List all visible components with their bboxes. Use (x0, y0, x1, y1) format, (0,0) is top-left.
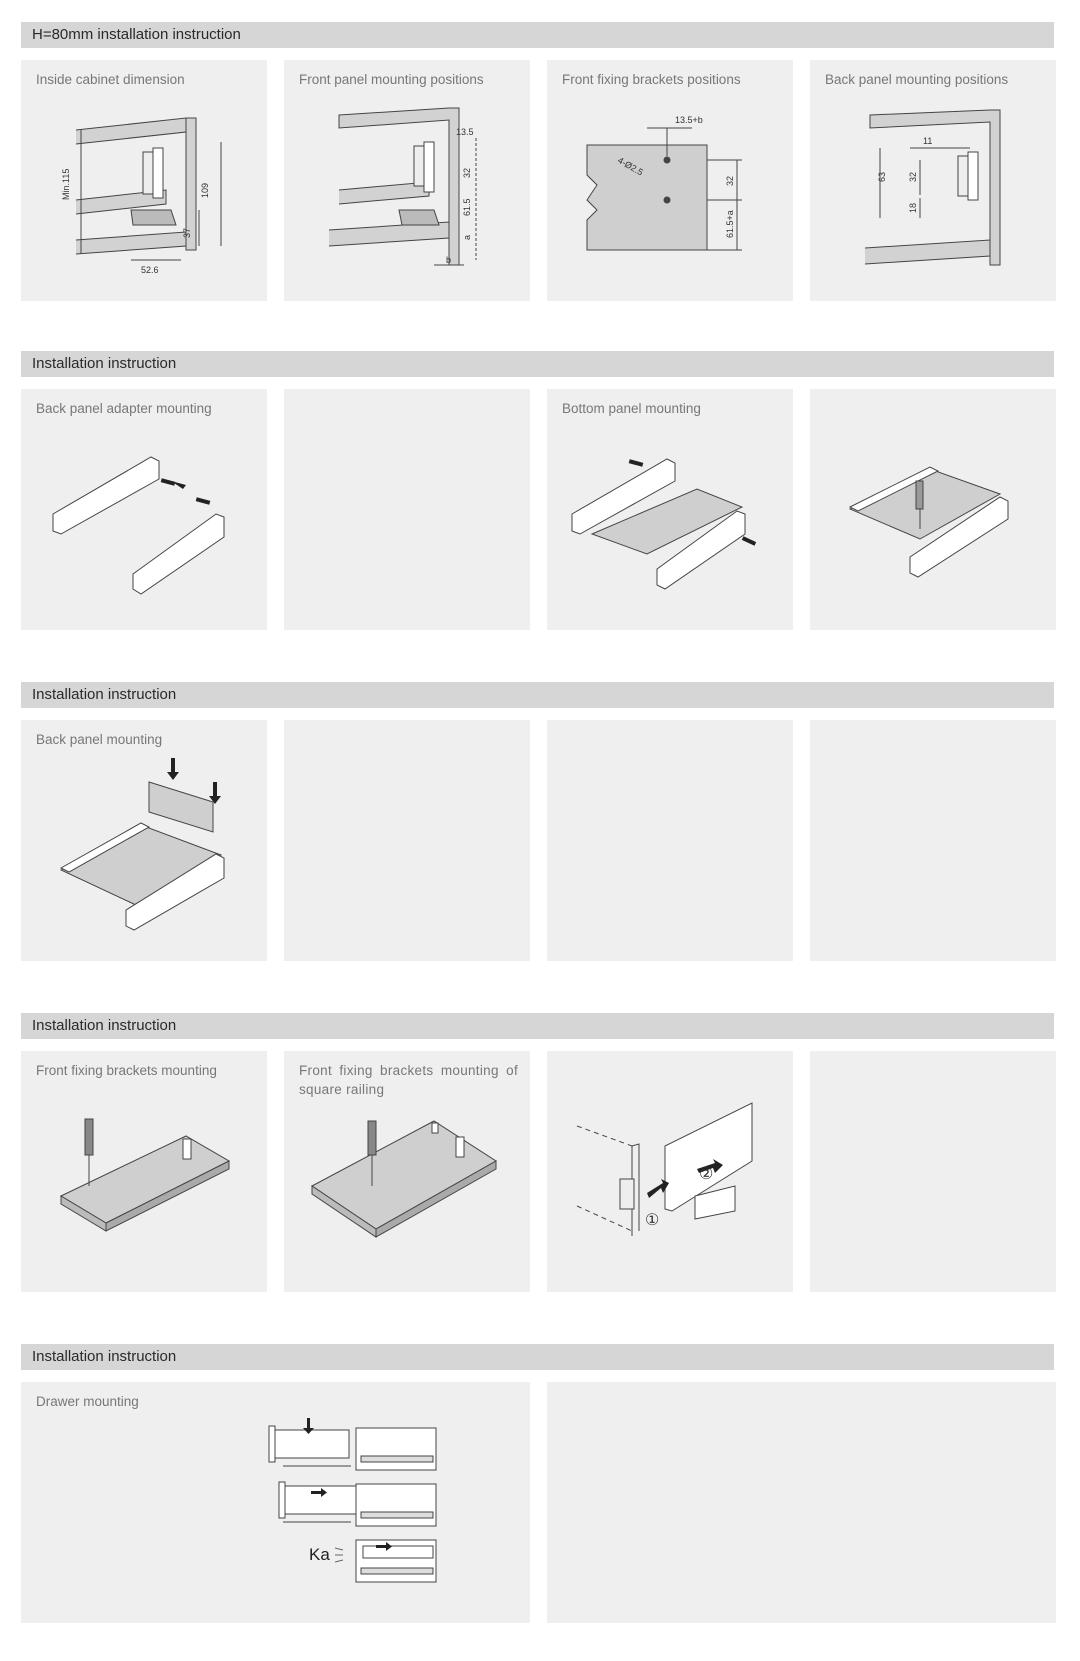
dim-109: 109 (200, 182, 210, 198)
card-back-panel-mounting (21, 720, 267, 961)
card-empty (547, 720, 793, 961)
card-title: Back panel mounting (36, 732, 163, 747)
back-panel-positions-diagram (810, 60, 1056, 301)
card-title: Back panel adapter mounting (36, 401, 212, 416)
bottom-panel-screw-illustration (810, 389, 1056, 630)
arrow-icon (629, 459, 644, 466)
section-installation-2 (21, 682, 1054, 747)
card-bottom-panel-screw (810, 389, 1056, 630)
card-empty (810, 720, 1056, 961)
dim-32: 32 (462, 167, 472, 178)
dim-13-5: 13.5 (456, 127, 474, 137)
card-back-panel-adapter-mounting (21, 389, 267, 630)
card-front-fixing-brackets-mounting (21, 1051, 267, 1292)
card-title: Front fixing brackets mounting (36, 1063, 217, 1078)
section-header: Installation instruction (21, 1344, 1054, 1370)
card-title: Drawer mounting (36, 1394, 139, 1409)
section-header: H=80mm installation instruction (21, 22, 1054, 48)
dim-32: 32 (908, 171, 918, 182)
section-installation-4 (21, 1344, 1054, 1564)
step-two-label: ② (699, 1166, 714, 1183)
dim-61-5-a: 61.5+a (725, 210, 735, 238)
dim-13-5-b: 13.5+b (675, 115, 703, 125)
section-header: Installation instruction (21, 1013, 1054, 1039)
front-fixing-positions-diagram (547, 60, 793, 301)
arrow-down-icon (171, 758, 175, 772)
dim-a: a (462, 234, 472, 240)
bottom-panel-illustration (547, 389, 793, 630)
card-front-fixing-brackets-square-railing (284, 1051, 530, 1292)
card-empty (284, 389, 530, 630)
arrow-right-icon (376, 1545, 386, 1548)
dim-18: 18 (908, 202, 918, 213)
step-one-label: ① (645, 1212, 660, 1229)
card-front-panel-mounting-positions (284, 60, 530, 301)
arrow-icon (161, 478, 176, 485)
dim-32: 32 (725, 175, 735, 186)
card-front-fixing-brackets-positions (547, 60, 793, 301)
dim-b: b (446, 255, 452, 265)
square-railing-illustration (284, 1051, 530, 1292)
card-railing-assembly (547, 1051, 793, 1292)
adapter-mounting-illustration (21, 389, 267, 630)
card-title: Front panel mounting positions (299, 72, 484, 87)
sound-lines-icon (335, 1548, 343, 1562)
card-bottom-panel-mounting (547, 389, 793, 630)
card-title: Front fixing brackets mounting of square railing (299, 1063, 518, 1097)
front-fixing-brackets-illustration (21, 1051, 267, 1292)
back-panel-mounting-illustration (21, 720, 267, 961)
section-installation-1 (21, 351, 1054, 416)
dim-hole: 4-Ø2.5 (616, 155, 645, 178)
dim-52-6: 52.6 (141, 265, 159, 275)
card-empty (284, 720, 530, 961)
drawer-mounting-illustration (21, 1382, 530, 1623)
section-header: Installation instruction (21, 682, 1054, 708)
card-inside-cabinet-dimension (21, 60, 267, 301)
railing-assembly-illustration (547, 1051, 793, 1292)
card-back-panel-mounting-positions (810, 60, 1056, 301)
ka-label: Ka (309, 1545, 330, 1564)
card-empty (547, 1382, 1056, 1623)
dim-11: 11 (923, 136, 933, 146)
section-dimensions (21, 22, 1054, 275)
section-header: Installation instruction (21, 351, 1054, 377)
dim-61-5: 61.5 (462, 198, 472, 216)
card-empty (810, 1051, 1056, 1292)
arrow-down-icon (213, 782, 217, 796)
arrow-right-icon (311, 1491, 321, 1494)
card-title: Bottom panel mounting (562, 401, 701, 416)
arrow-icon (742, 536, 756, 546)
dim-63: 63 (877, 171, 887, 182)
dim-37: 37 (182, 227, 192, 238)
inside-cabinet-diagram (21, 60, 267, 301)
card-title: Front fixing brackets positions (562, 72, 741, 87)
arrow-icon (196, 497, 211, 504)
dim-min: Min.115 (61, 168, 71, 200)
card-title: Inside cabinet dimension (36, 72, 185, 87)
card-title: Back panel mounting positions (825, 72, 1009, 87)
front-panel-diagram (284, 60, 530, 301)
section-installation-3 (21, 1013, 1054, 1229)
card-drawer-mounting (21, 1382, 530, 1623)
